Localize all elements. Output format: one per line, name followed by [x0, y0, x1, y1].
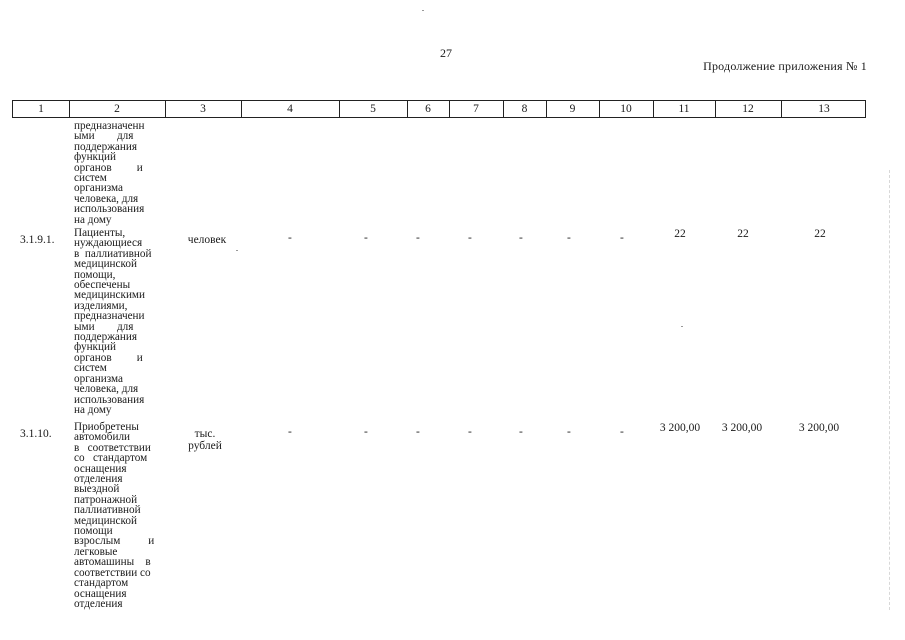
header-col-6: 6	[425, 103, 431, 115]
row-col-7: -	[468, 426, 472, 438]
row-unit: тыс. рублей	[188, 428, 222, 452]
description-line: использования	[74, 203, 145, 216]
description-line: систем	[74, 362, 107, 375]
row-unit: человек	[187, 234, 227, 246]
row-col-11: 22	[674, 228, 686, 240]
row-col-7: -	[468, 232, 472, 244]
description-line: на дому	[74, 403, 112, 416]
row-col-8: -	[519, 426, 523, 438]
continuation-note: Продолжение приложения № 1	[703, 59, 867, 73]
description-line: использования	[74, 393, 145, 406]
description-line: предназначенн	[74, 120, 145, 132]
description-line: изделиями,	[74, 299, 128, 312]
row-col-4: -	[288, 426, 292, 438]
description-line: взрослым и	[74, 535, 155, 548]
scan-speck	[681, 326, 683, 327]
header-col-1: 1	[38, 103, 44, 115]
row-col-8: -	[519, 232, 523, 244]
page-number: 27	[440, 46, 452, 60]
description-line: функций	[74, 341, 116, 354]
description-line: оснащения	[74, 462, 127, 475]
row-col-6: -	[416, 426, 420, 438]
description-line: автомашины в	[74, 556, 151, 569]
description-line: отделения	[74, 597, 123, 610]
description-line: патронажной	[74, 493, 138, 506]
description-line: организма	[74, 372, 123, 385]
description-line: помощи	[74, 525, 113, 538]
description-line: человека, для	[74, 192, 139, 205]
row-col-10: -	[620, 232, 624, 244]
description-line: ыми для	[74, 320, 134, 333]
description-line: органов и	[74, 161, 143, 174]
row-col-4: -	[288, 232, 292, 244]
description-line: человека, для	[74, 383, 139, 396]
description-line: на дому	[74, 213, 112, 226]
row-col-13: 3 200,00	[798, 422, 840, 434]
description-line: медицинскими	[74, 289, 145, 302]
scan-edge	[889, 170, 891, 610]
carryover-description	[74, 121, 164, 225]
description-line: ыми для	[74, 130, 134, 143]
row-col-6: -	[416, 232, 420, 244]
description-line: со стандартом	[74, 452, 148, 465]
header-col-11: 11	[678, 103, 690, 115]
row-description	[74, 228, 164, 415]
description-line: выездной	[74, 483, 120, 496]
scan-speck	[236, 250, 238, 251]
description-line: организма	[74, 182, 123, 195]
row-col-5: -	[364, 232, 368, 244]
header-col-4: 4	[287, 103, 293, 115]
header-col-2: 2	[114, 103, 120, 115]
row-col-11: 3 200,00	[659, 422, 701, 434]
header-col-9: 9	[569, 103, 576, 115]
scan-speck	[422, 10, 424, 11]
header-col-8: 8	[521, 103, 528, 115]
header-col-3: 3	[200, 103, 206, 115]
description-line: предназначени	[74, 310, 145, 323]
description-line: медицинской	[74, 258, 137, 271]
header-col-12: 12	[742, 103, 754, 115]
description-line: оснащения	[74, 587, 127, 600]
description-line: автомобили	[74, 431, 131, 444]
row-col-10: -	[620, 426, 624, 438]
row-col-12: 3 200,00	[721, 422, 763, 434]
description-line: систем	[74, 172, 107, 185]
description-line: обеспечены	[74, 279, 131, 292]
row-col-9: -	[567, 232, 571, 244]
description-line: функций	[74, 151, 116, 164]
row-description	[74, 422, 164, 609]
header-col-7: 7	[473, 103, 479, 115]
description-line: отделения	[74, 473, 123, 486]
description-line: в соответствии	[74, 441, 151, 454]
description-line: медицинской	[74, 514, 137, 527]
row-col-12: 22	[737, 228, 749, 240]
row-col-13: 22	[814, 228, 826, 240]
description-line: поддержания	[74, 331, 138, 344]
description-line: легковые	[74, 545, 118, 558]
row-col-9: -	[567, 426, 571, 438]
description-line: в паллиативной	[74, 247, 152, 260]
table-header-row	[12, 100, 866, 118]
description-line: стандартом	[74, 577, 129, 590]
description-line: соответствии со	[74, 566, 151, 579]
row-code: 3.1.9.1.	[20, 234, 55, 246]
description-line: помощи,	[74, 268, 116, 281]
row-code: 3.1.10.	[20, 428, 52, 440]
description-line: Приобретены	[74, 421, 139, 433]
header-col-5: 5	[370, 103, 376, 115]
description-line: поддержания	[74, 140, 138, 153]
description-line: нуждающиеся	[74, 237, 143, 250]
description-line: паллиативной	[74, 504, 141, 517]
description-line: органов и	[74, 351, 143, 364]
header-col-13: 13	[818, 103, 830, 115]
description-line: Пациенты,	[74, 227, 126, 239]
header-col-10: 10	[620, 103, 632, 115]
row-col-5: -	[364, 426, 368, 438]
